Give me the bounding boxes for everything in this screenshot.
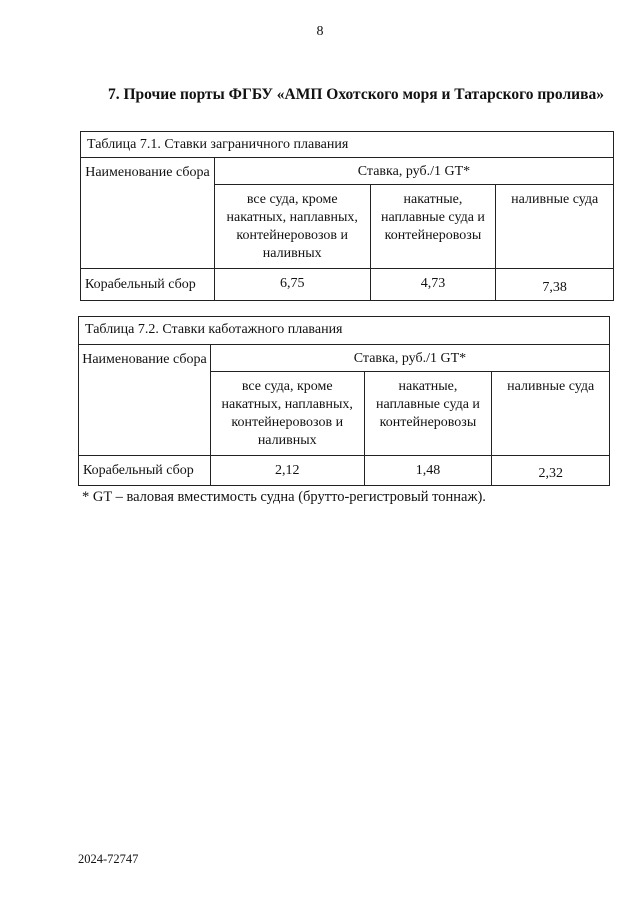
table-caption: Таблица 7.1. Ставки заграничного плавания xyxy=(81,132,614,158)
rate-value: 4,73 xyxy=(370,269,496,301)
table-caption: Таблица 7.2. Ставки каботажного плавания xyxy=(79,317,610,345)
row-label: Корабельный сбор xyxy=(79,456,211,486)
row-label: Корабельный сбор xyxy=(81,269,215,301)
column-header-tankers: наливные суда xyxy=(496,185,614,269)
name-header: Наименование сбора xyxy=(79,345,211,456)
section-title: 7. Прочие порты ФГБУ «АМП Охотского моря и Татарского пролива» xyxy=(108,86,604,103)
rate-value: 2,32 xyxy=(492,456,610,486)
column-header-all-vessels: все суда, кроме накатных, наплавных, контейнеровозов и наливных xyxy=(210,372,364,456)
name-header: Наименование сбора xyxy=(81,158,215,269)
column-header-roro-container: накатные, наплавные суда и контейнеровозы xyxy=(364,372,492,456)
rate-value: 1,48 xyxy=(364,456,492,486)
column-header-all-vessels: все суда, кроме накатных, наплавных, контейнеровозов и наливных xyxy=(214,185,370,269)
rate-value: 7,38 xyxy=(496,269,614,301)
document-code: 2024-72747 xyxy=(78,852,139,866)
page-number: 8 xyxy=(316,24,324,39)
table-row xyxy=(81,269,614,301)
footnote: * GT – валовая вместимость судна (брутто-регистровый тоннаж). xyxy=(82,489,486,505)
rates-table-cabotage xyxy=(78,316,610,486)
rates-table-foreign xyxy=(80,131,614,301)
table-row xyxy=(79,456,610,486)
rate-header: Ставка, руб./1 GT* xyxy=(214,158,613,185)
rate-header: Ставка, руб./1 GT* xyxy=(210,345,609,372)
rate-value: 2,12 xyxy=(210,456,364,486)
column-header-tankers: наливные суда xyxy=(492,372,610,456)
column-header-roro-container: накатные, наплавные суда и контейнеровозы xyxy=(370,185,496,269)
rate-value: 6,75 xyxy=(214,269,370,301)
